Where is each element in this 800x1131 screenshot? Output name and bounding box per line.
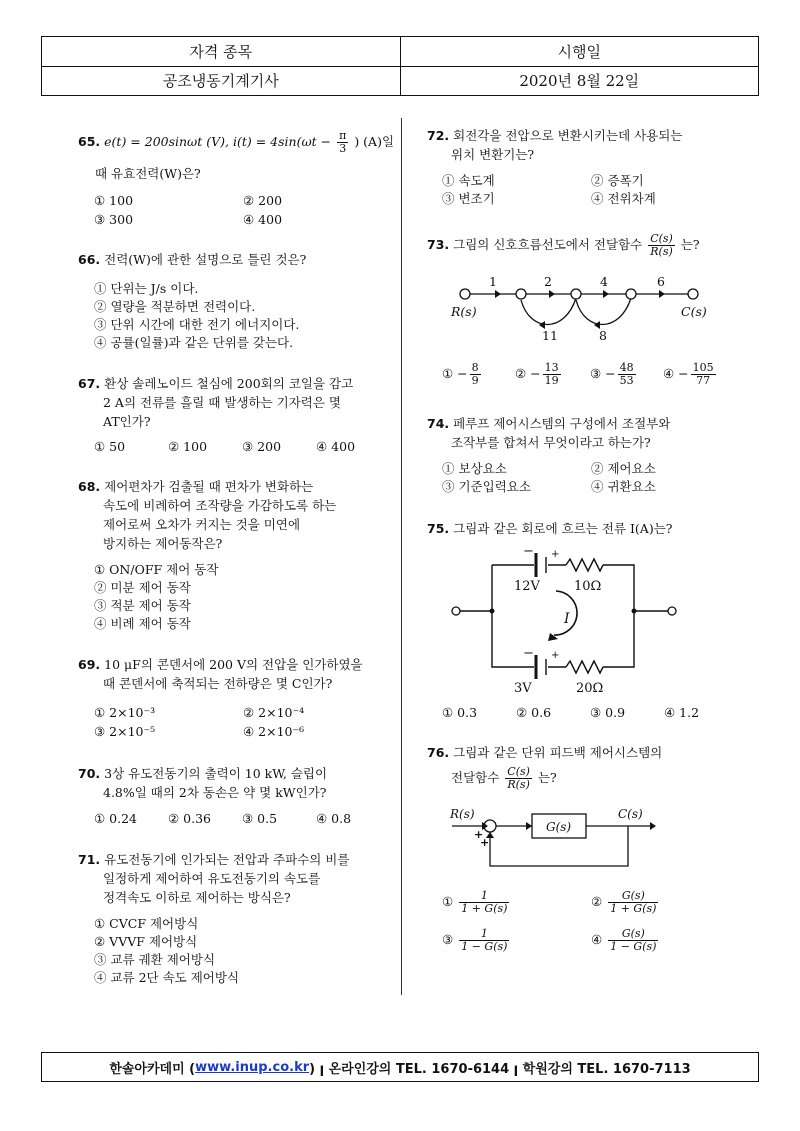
- question-67-line3: AT인가?: [103, 414, 151, 429]
- fraction: [470, 362, 481, 387]
- question-text: 전력(W)에 관한 설명으로 틀린 것은?: [104, 252, 307, 267]
- option-2: ② 제어요소: [591, 461, 656, 476]
- numerator: G(s): [608, 928, 658, 941]
- option-4: ④ 귀환요소: [591, 479, 656, 494]
- option-mark: ①: [442, 894, 454, 909]
- question-text: 제어편차가 검출될 때 편차가 변화하는: [104, 479, 314, 494]
- fraction: [648, 233, 675, 258]
- fraction: [608, 890, 658, 915]
- option-3: ③ 200: [242, 439, 282, 454]
- question-text: 전달함수: [451, 770, 500, 785]
- option-1: ① 속도계: [442, 173, 495, 188]
- option-3: ③ 300: [94, 212, 134, 227]
- option-1: ① 100: [94, 193, 134, 208]
- resistor-label-1: 10Ω: [574, 579, 602, 594]
- numerator: 1: [459, 890, 509, 903]
- option-3: ③ 적분 제어 동작: [94, 598, 191, 613]
- question-75: [427, 519, 672, 538]
- output-label: C(s): [681, 304, 707, 319]
- question-74-line2: 조작부를 합쳐서 무엇이라고 하는가?: [451, 435, 651, 450]
- block-diagram: [448, 806, 678, 876]
- option-1: ① CVCF 제어방식: [94, 916, 199, 931]
- numerator: 48: [619, 361, 634, 374]
- question-65-line2: 때 유효전력(W)은?: [95, 166, 201, 181]
- voltage-label-1: 12V: [514, 579, 540, 594]
- fraction: [459, 890, 509, 915]
- option-1: ① 단위는 J/s 이다.: [94, 281, 199, 296]
- option-2: ② VVVF 제어방식: [94, 934, 198, 949]
- option-3: ③ 교류 궤환 제어방식: [94, 952, 216, 967]
- option-4: [591, 928, 660, 953]
- option-1: [442, 890, 511, 915]
- numerator: 8: [471, 361, 479, 374]
- header-col1-title: 자격 종목: [42, 37, 401, 66]
- option-2: ② 100: [168, 439, 208, 454]
- question-text: ) (A)일: [354, 134, 395, 149]
- academy-website-link[interactable]: www.inup.co.kr: [195, 1059, 310, 1075]
- option-mark: ④ −: [663, 366, 689, 381]
- option-3: ③ 0.5: [242, 811, 278, 826]
- option-3: ③ 0.9: [590, 705, 626, 720]
- sum-sign: +: [480, 836, 490, 849]
- question-73: [427, 233, 700, 258]
- option-4: ④ 400: [316, 439, 356, 454]
- question-text: 3상 유도전동기의 출력이 10 kW, 슬립이: [104, 766, 328, 781]
- gain-label: 6: [657, 274, 665, 289]
- exam-subject: 공조냉동기계기사: [42, 66, 401, 95]
- option-4: ④ 1.2: [664, 705, 700, 720]
- option-4: ④ 비례 제어 동작: [94, 616, 191, 631]
- question-76-line2: [451, 766, 557, 791]
- plus-sign: +: [551, 650, 560, 661]
- numerator: 1: [459, 928, 509, 941]
- exam-date: 2020년 8월 22일: [519, 72, 640, 90]
- fraction: [608, 928, 658, 953]
- question-number: 73.: [427, 237, 450, 252]
- numerator: G(s): [608, 890, 658, 903]
- question-68: [78, 477, 313, 496]
- question-text: 회전각을 전압으로 변환시키는데 사용되는: [453, 128, 683, 143]
- question-number: 75.: [427, 521, 450, 536]
- option-3: ③ 단위 시간에 대한 전기 에너지이다.: [94, 317, 300, 332]
- denominator: R(s): [507, 778, 530, 791]
- question-number: 70.: [78, 766, 101, 781]
- question-68-line4: 방지하는 제어동작은?: [103, 536, 223, 551]
- header-row-titles: [42, 37, 758, 67]
- question-text: 는?: [680, 237, 700, 252]
- fraction: [505, 766, 532, 791]
- question-76: [427, 743, 662, 762]
- denominator: 1 − G(s): [610, 940, 657, 953]
- option-2: ② 0.36: [168, 811, 212, 826]
- feedback-label: 8: [599, 328, 607, 343]
- question-68-line3: 제어로써 오차가 커지는 것을 미연에: [103, 517, 301, 532]
- option-4: ④ 교류 2단 속도 제어방식: [94, 970, 240, 985]
- option-1: ① 0.3: [442, 705, 478, 720]
- option-mark: ② −: [515, 366, 541, 381]
- option-2: ② 열량을 적분하면 전력이다.: [94, 299, 256, 314]
- option-4: ④ 공률(일률)과 같은 단위를 갖는다.: [94, 335, 294, 350]
- numerator: 105: [692, 361, 714, 374]
- question-72-line2: 위치 변환기는?: [451, 147, 535, 162]
- option-1: [442, 362, 483, 387]
- question-number: 68.: [78, 479, 101, 494]
- question-text: 환상 솔레노이드 철심에 200회의 코일을 감고: [104, 376, 354, 391]
- option-2: ② 증폭기: [591, 173, 644, 188]
- gain-label: 2: [544, 274, 552, 289]
- circuit-diagram: [448, 545, 688, 695]
- fraction: [691, 362, 716, 387]
- denominator: 9: [471, 374, 479, 387]
- option-3: [442, 928, 511, 953]
- denominator: 1 + G(s): [610, 902, 657, 915]
- question-65: [78, 130, 394, 155]
- option-1: ① ON/OFF 제어 동작: [94, 562, 219, 577]
- numerator: C(s): [507, 765, 530, 778]
- fraction: [543, 362, 561, 387]
- option-3: ③ 변조기: [442, 191, 495, 206]
- question-text: 는?: [537, 770, 557, 785]
- question-71: [78, 850, 349, 869]
- option-2: [591, 890, 660, 915]
- question-71-line2: 일정하게 제어하여 유도전동기의 속도를: [103, 871, 321, 886]
- denominator: 3: [339, 142, 347, 155]
- numerator: π: [339, 129, 347, 142]
- signal-flow-graph: [445, 268, 725, 348]
- feedback-8: [576, 298, 631, 325]
- question-70-line2: 4.8%일 때의 2차 동손은 약 몇 kW인가?: [103, 785, 327, 800]
- question-number: 72.: [427, 128, 450, 143]
- question-number: 69.: [78, 657, 101, 672]
- question-text: e(t) = 200sinωt (V), i(t) = 4sin(ωt −: [104, 134, 332, 149]
- question-number: 65.: [78, 134, 101, 149]
- question-number: 74.: [427, 416, 450, 431]
- option-2: ② 미분 제어 동작: [94, 580, 191, 595]
- footer-academy: 한솔아카데미 (: [109, 1061, 196, 1077]
- fraction: [618, 362, 636, 387]
- question-text: 그림과 같은 회로에 흐르는 전류 I(A)는?: [453, 521, 673, 536]
- input-label: R(s): [450, 807, 475, 821]
- question-72: [427, 126, 682, 145]
- denominator: 77: [696, 374, 711, 387]
- question-71-line3: 정격속도 이하로 제어하는 방식은?: [103, 890, 291, 905]
- denominator: 1 + G(s): [461, 902, 508, 915]
- option-3: ③ 2×10⁻⁵: [94, 724, 156, 739]
- question-66: [78, 250, 306, 269]
- footer-contacts: ) ꞁ 온라인강의 TEL. 1670-6144 ꞁ 학원강의 TEL. 1670-7113: [309, 1061, 691, 1077]
- option-1: ① 보상요소: [442, 461, 507, 476]
- option-4: ④ 400: [243, 212, 283, 227]
- option-2: [515, 362, 563, 387]
- gain-label: 4: [600, 274, 608, 289]
- option-2: ② 2×10⁻⁴: [243, 705, 305, 720]
- option-4: ④ 전위차계: [591, 191, 656, 206]
- option-3: [590, 362, 638, 387]
- option-3: ③ 기준입력요소: [442, 479, 531, 494]
- option-mark: ③ −: [590, 366, 616, 381]
- option-mark: ④: [591, 932, 603, 947]
- numerator: 13: [544, 361, 559, 374]
- header-table: [41, 36, 759, 96]
- question-text: 페루프 제어시스템의 구성에서 조절부와: [453, 416, 671, 431]
- option-1: ① 2×10⁻³: [94, 705, 156, 720]
- option-4: ④ 0.8: [316, 811, 352, 826]
- option-1: ① 0.24: [94, 811, 138, 826]
- minus-sign: −: [523, 545, 534, 559]
- question-69: [78, 655, 363, 674]
- feedback-label: 11: [542, 328, 558, 343]
- option-1: ① 50: [94, 439, 126, 454]
- denominator: 53: [619, 374, 634, 387]
- fraction: [459, 928, 509, 953]
- block-label: G(s): [546, 820, 572, 834]
- voltage-label-2: 3V: [514, 681, 532, 695]
- question-number: 66.: [78, 252, 101, 267]
- option-2: ② 0.6: [516, 705, 552, 720]
- question-70: [78, 764, 327, 783]
- option-4: ④ 2×10⁻⁶: [243, 724, 305, 739]
- minus-sign: −: [523, 646, 534, 661]
- question-text: 10 μF의 콘덴서에 200 V의 전압을 인가하였을: [104, 657, 363, 672]
- output-label: C(s): [618, 807, 643, 821]
- question-68-line2: 속도에 비례하여 조작량을 가감하도록 하는: [103, 498, 337, 513]
- denominator: 1 − G(s): [461, 940, 508, 953]
- question-text: 그림의 신호흐름선도에서 전달함수: [453, 237, 643, 252]
- question-number: 71.: [78, 852, 101, 867]
- option-mark: ① −: [442, 366, 468, 381]
- header-row-values: [42, 66, 758, 95]
- option-4: [663, 362, 718, 387]
- question-text: 그림과 같은 단위 피드백 제어시스템의: [453, 745, 663, 760]
- question-number: 67.: [78, 376, 101, 391]
- gain-label: 1: [489, 274, 497, 289]
- question-69-line2: 때 콘덴서에 축적되는 전하량은 몇 C인가?: [103, 676, 333, 691]
- question-67: [78, 374, 353, 393]
- header-col2-title: 시행일: [557, 43, 601, 61]
- numerator: C(s): [650, 232, 673, 245]
- question-74: [427, 414, 670, 433]
- option-mark: ③: [442, 932, 454, 947]
- fraction: [337, 130, 348, 155]
- sum-sign: +: [474, 828, 484, 841]
- footer-bar: [41, 1052, 759, 1082]
- input-label: R(s): [451, 304, 477, 319]
- denominator: 19: [544, 374, 559, 387]
- option-mark: ②: [591, 894, 603, 909]
- resistor-label-2: 20Ω: [576, 681, 604, 695]
- denominator: R(s): [650, 245, 673, 258]
- question-text: 유도전동기에 인가되는 전압과 주파수의 비를: [104, 852, 350, 867]
- current-label: I: [564, 611, 570, 627]
- question-number: 76.: [427, 745, 450, 760]
- feedback-11: [521, 298, 576, 325]
- question-67-line2: 2 A의 전류를 흘릴 때 발생하는 기자력은 몇: [103, 395, 341, 410]
- column-divider: [401, 118, 402, 995]
- plus-sign: +: [551, 549, 560, 560]
- option-2: ② 200: [243, 193, 283, 208]
